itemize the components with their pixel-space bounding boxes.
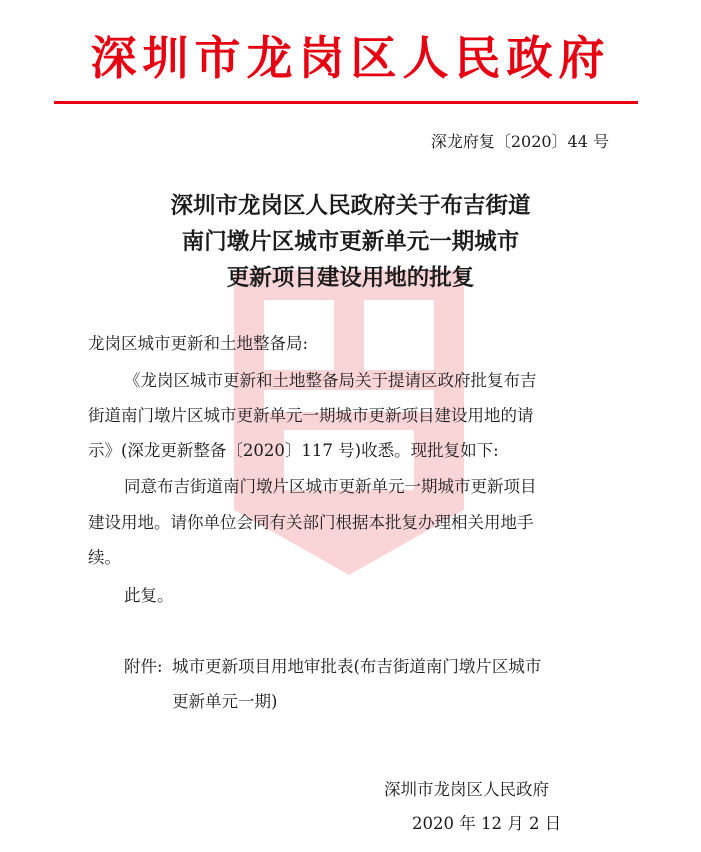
document-title-line: 更新项目建设用地的批复 (226, 265, 475, 291)
document-title-line: 南门墩片区城市更新单元一期城市 (181, 229, 520, 255)
paragraph-line: 建设用地。请你单位会同有关部门根据本批复办理相关用地手 (88, 513, 534, 532)
header-divider (54, 101, 638, 104)
document-title-line: 深圳市龙岗区人民政府关于布吉街道 (170, 193, 531, 219)
attachment-line: 更新单元一期) (172, 692, 278, 711)
addressee: 龙岗区城市更新和土地整备局: (88, 334, 309, 353)
attachment-label: 附件: (124, 657, 163, 676)
attachment-line: 城市更新项目用地审批表(布吉街道南门墩片区城市 (172, 657, 542, 676)
paragraph-line: 续。 (88, 548, 121, 567)
paragraph-line: 示》(深龙更新整备〔2020〕117 号)收悉。现批复如下: (88, 441, 499, 460)
org-header-title: 深圳市龙岗区人民政府 (90, 31, 611, 85)
paragraph-line: 《龙岗区城市更新和土地整备局关于提请区政府批复布吉 (124, 371, 537, 390)
paragraph-line: 街道南门墩片区城市更新单元一期城市更新项目建设用地的请 (88, 406, 534, 425)
closing-text: 此复。 (124, 586, 174, 605)
document-number: 深龙府复〔2020〕44 号 (430, 132, 609, 151)
issue-date: 2020 年 12 月 2 日 (412, 814, 562, 833)
document-title (0, 188, 701, 296)
paragraph-line: 同意布吉街道南门墩片区城市更新单元一期城市更新项目 (124, 477, 537, 496)
issuer-signature: 深圳市龙岗区人民政府 (384, 780, 549, 799)
